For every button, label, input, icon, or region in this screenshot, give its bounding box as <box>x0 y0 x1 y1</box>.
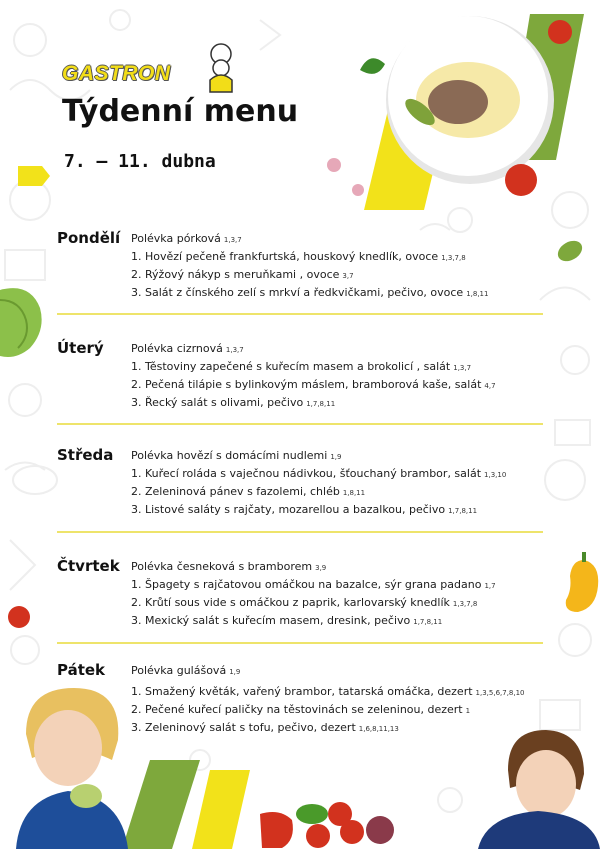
separator <box>57 531 543 533</box>
tomato-icon <box>6 604 32 630</box>
meal-3: 3. Řecký salát s olivami, pečivo 1,7,8,11 <box>131 396 336 409</box>
meal-2: 2. Pečená tilápie s bylinkovým máslem, bramborová kaše, salát 4,7 <box>131 378 496 391</box>
child-right-icon <box>478 726 600 849</box>
pea-pod-icon <box>555 236 585 266</box>
meal-1: 1. Špagety s rajčatovou omáčkou na bazalce, sýr grana padano 1,7 <box>131 578 496 591</box>
child-left-icon <box>8 684 138 849</box>
vegetables-icon <box>256 794 416 849</box>
day-name: Pondělí <box>57 229 121 247</box>
meal-1: 1. Těstoviny zapečené s kuřecím masem a brokolicí , salát 1,3,7 <box>131 360 472 373</box>
day-name: Úterý <box>57 339 104 357</box>
day-name: Pátek <box>57 661 106 679</box>
date-range: 7. – 11. dubna <box>64 151 216 172</box>
stripes-bottom <box>120 760 250 849</box>
soup: Polévka cizrnová 1,3,7 <box>131 342 244 355</box>
chef-logo-icon <box>198 40 244 96</box>
meal-3: 3. Salát z čínského zelí s mrkví a ředkvičkami, pečivo, ovoce 1,8,11 <box>131 286 489 299</box>
page-title: Týdenní menu <box>62 94 299 129</box>
soup: Polévka hovězí s domácími nudlemi 1,9 <box>131 449 342 462</box>
brand-logo: GASTRON <box>62 62 171 85</box>
meal-3: 3. Zeleninový salát s tofu, pečivo, dezert 1,6,8,11,13 <box>131 721 399 734</box>
meal-2: 2. Pečené kuřecí paličky na těstovinách se zeleninou, dezert 1 <box>131 703 471 716</box>
meal-2: 2. Krůtí sous vide s omáčkou z paprik, karlovarský knedlík 1,3,7,8 <box>131 596 478 609</box>
meal-1: 1. Smažený květák, vařený brambor, tatarská omáčka, dezert 1,3,5,6,7,8,10 <box>131 685 525 698</box>
meal-1: 1. Hovězí pečeně frankfurtská, houskový knedlík, ovoce 1,3,7,8 <box>131 250 466 263</box>
meal-3: 3. Mexický salát s kuřecím masem, dresink, pečivo 1,7,8,11 <box>131 614 443 627</box>
day-name: Čtvrtek <box>57 557 120 575</box>
arrow-icon <box>18 166 50 186</box>
lettuce-icon <box>0 280 44 360</box>
plate-with-food-icon <box>320 0 600 210</box>
meal-3: 3. Listové saláty s rajčaty, mozarellou a bazalkou, pečivo 1,7,8,11 <box>131 503 478 516</box>
soup: Polévka pórková 1,3,7 <box>131 232 242 245</box>
separator <box>57 313 543 315</box>
meal-2: 2. Rýžový nákyp s meruňkami , ovoce 3,7 <box>131 268 354 281</box>
meal-1: 1. Kuřecí roláda s vaječnou nádivkou, šťouchaný brambor, salát 1,3,10 <box>131 467 507 480</box>
soup: Polévka česneková s bramborem 3,9 <box>131 560 327 573</box>
pepper-icon <box>564 552 600 616</box>
separator <box>57 642 543 644</box>
soup: Polévka gulášová 1,9 <box>131 664 241 677</box>
allergens: 1,3,7 <box>223 236 242 244</box>
meal-2: 2. Zeleninová pánev s fazolemi, chléb 1,8,11 <box>131 485 366 498</box>
day-name: Středa <box>57 446 114 464</box>
separator <box>57 423 543 425</box>
